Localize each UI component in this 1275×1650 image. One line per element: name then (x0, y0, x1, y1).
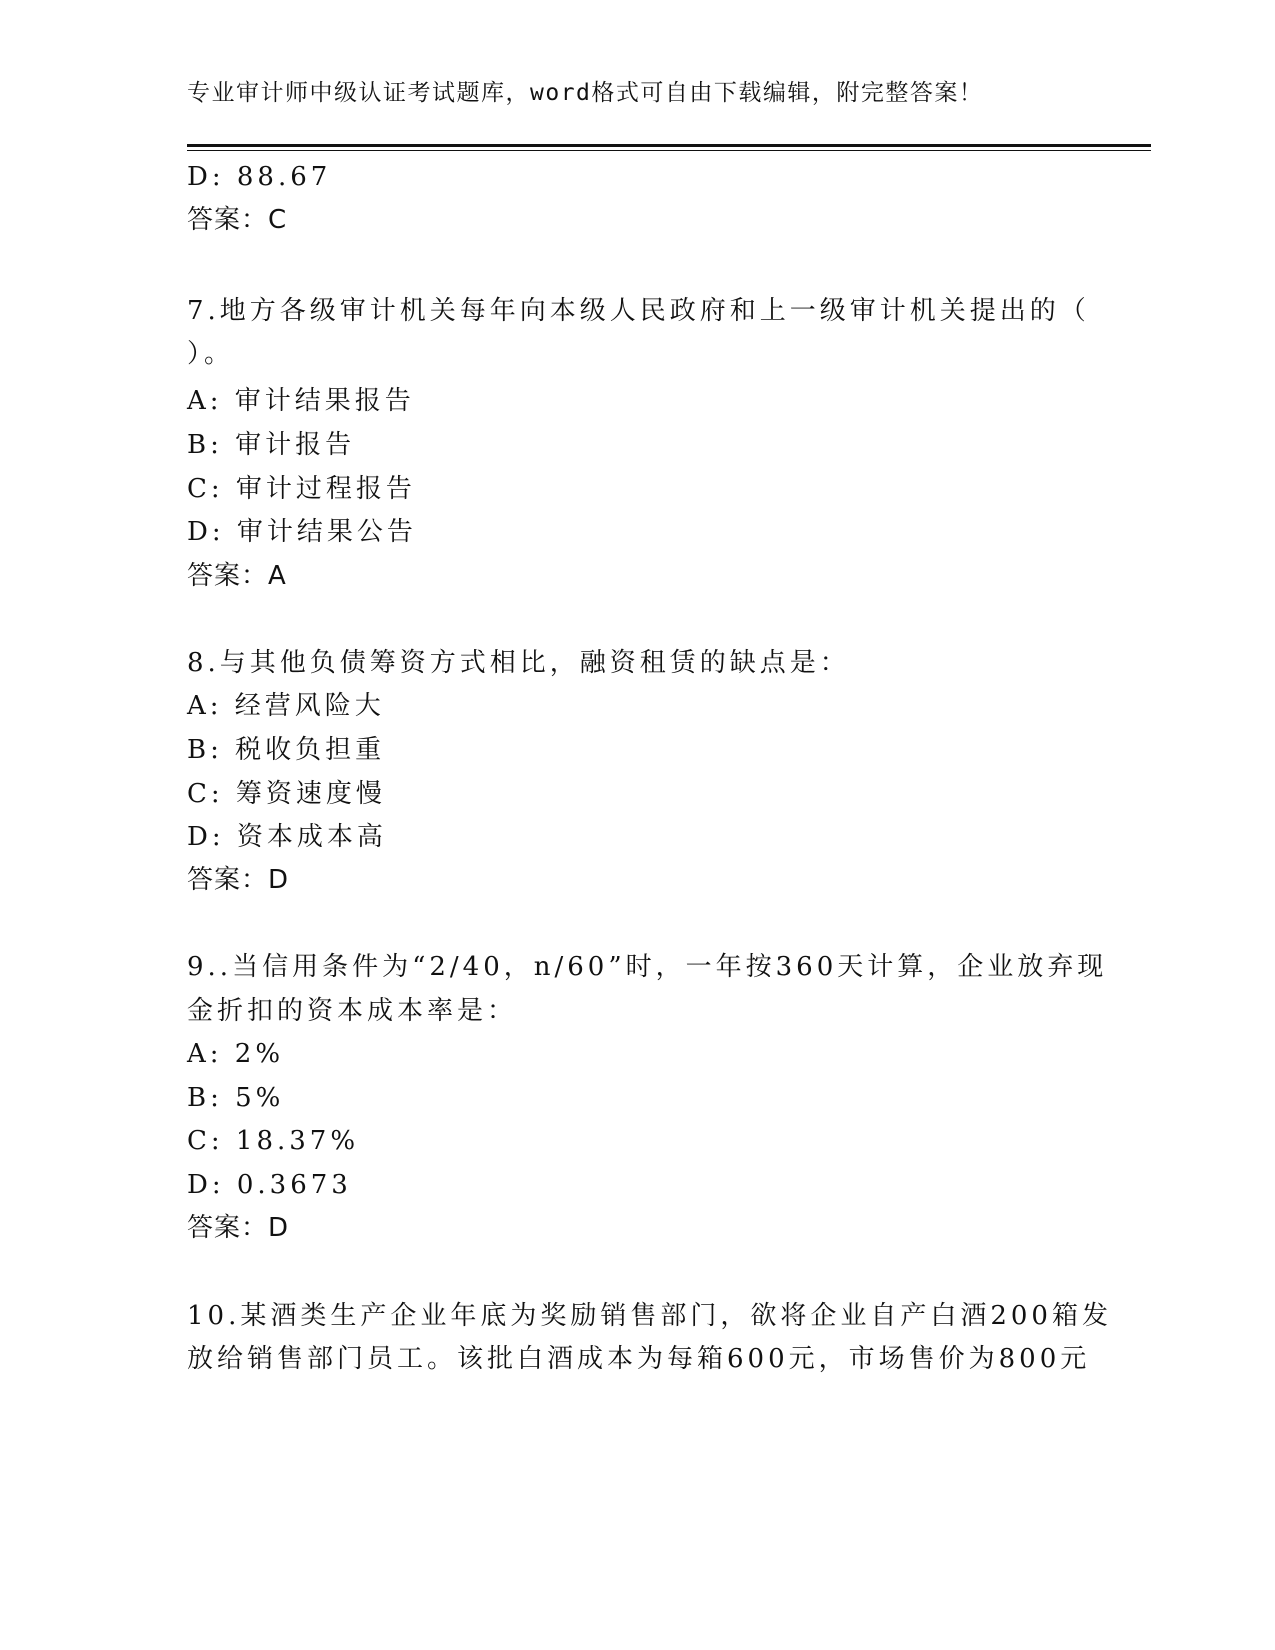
q8-option-a: A: 经营风险大 (187, 691, 385, 721)
q8-stem: 8.与其他负债筹资方式相比，融资租赁的缺点是： (187, 648, 850, 678)
q9-stem-line-2: 金折扣的资本成本率是： (187, 996, 518, 1026)
q6-answer: 答案：C (187, 205, 288, 235)
q9-stem-line-1: 9..当信用条件为“2/40，n/60”时，一年按360天计算，企业放弃现 (187, 952, 1108, 982)
q7-stem-line-1: 7.地方各级审计机关每年向本级人民政府和上一级审计机关提出的（ (187, 296, 1090, 326)
q7-option-c: C: 审计过程报告 (187, 474, 416, 504)
q8-option-d: D: 资本成本高 (187, 822, 387, 852)
q7-stem-line-2: ）。 (187, 339, 235, 369)
q7-option-a: A: 审计结果报告 (187, 386, 415, 416)
q7-option-b: B: 审计报告 (187, 430, 356, 460)
q6-option-d: D: 88.67 (187, 162, 332, 192)
page-header-text: 专业审计师中级认证考试题库，word格式可自由下载编辑，附完整答案！ (187, 80, 984, 106)
q9-option-a: A: 2% (187, 1039, 285, 1069)
q10-stem-line-1: 10.某酒类生产企业年底为奖励销售部门，欲将企业自产白酒200箱发 (187, 1301, 1112, 1331)
header-rule-thick (187, 144, 1151, 147)
q8-option-b: B: 税收负担重 (187, 735, 386, 765)
q9-answer: 答案：D (187, 1213, 290, 1243)
q7-answer: 答案：A (187, 561, 287, 591)
header-rule-thin (187, 150, 1151, 151)
q7-option-d: D: 审计结果公告 (187, 517, 417, 547)
q9-option-c: C: 18.37% (187, 1126, 360, 1156)
q8-answer: 答案：D (187, 865, 290, 895)
q8-option-c: C: 筹资速度慢 (187, 779, 386, 809)
q10-stem-line-2: 放给销售部门员工。该批白酒成本为每箱600元，市场售价为800元 (187, 1344, 1091, 1374)
q9-option-b: B: 5% (187, 1083, 285, 1113)
q9-option-d: D: 0.3673 (187, 1170, 352, 1200)
